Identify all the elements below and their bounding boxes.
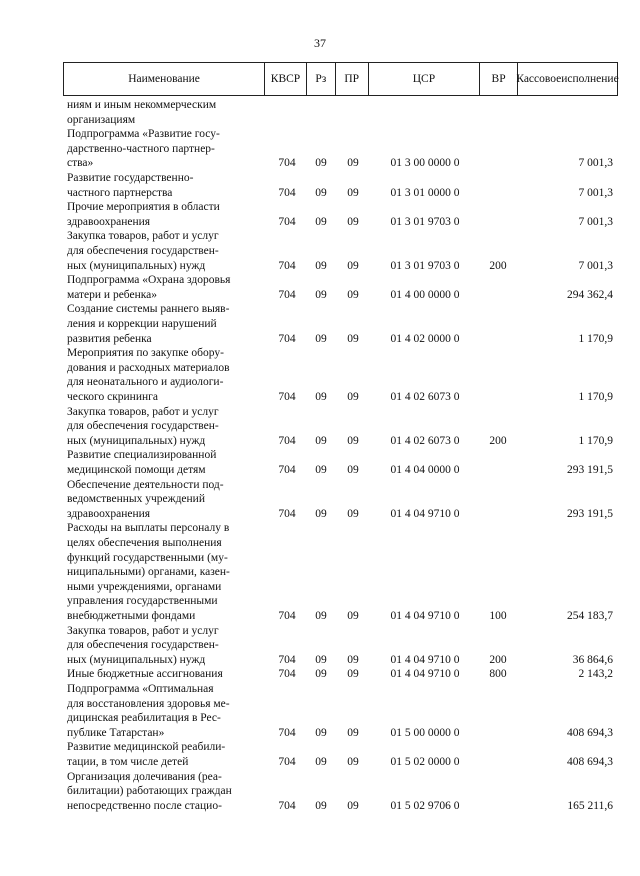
row-name-line: ства»: [67, 157, 94, 170]
cell-rz: 09: [315, 609, 327, 622]
header-kass-line1: Кассовое: [516, 73, 562, 85]
row-name-line: Развитие специализированной: [67, 449, 217, 462]
row-name-line: Создание системы раннего выяв-: [67, 303, 230, 316]
cell-kvsr: 704: [278, 259, 296, 272]
cell-rz: 09: [315, 434, 327, 447]
row-name-line: Мероприятия по закупке обору-: [67, 347, 224, 360]
cell-amount: 7 001,3: [578, 259, 613, 272]
row-name-line: Развитие государственно-: [67, 172, 194, 184]
row-name-line: Обеспечение деятельности под-: [67, 478, 224, 491]
cell-pr: 09: [347, 668, 359, 681]
cell-kvsr: 704: [278, 726, 296, 739]
cell-amount: 1 170,9: [578, 390, 613, 403]
cell-amount: 7 001,3: [578, 186, 613, 199]
cell-kvsr: 704: [278, 390, 296, 403]
row-name-line: Развитие медицинской реабили-: [67, 741, 226, 754]
cell-kvsr: 704: [278, 215, 296, 228]
cell-vr: 200: [489, 434, 507, 447]
cell-amount: 294 362,4: [567, 288, 613, 301]
cell-csr: 01 3 00 0000 0: [390, 157, 460, 170]
row-name-line: ления и коррекции нарушений: [67, 317, 217, 330]
cell-rz: 09: [315, 799, 327, 812]
cell-amount: 7 001,3: [578, 157, 613, 170]
cell-pr: 09: [347, 434, 359, 447]
cell-kvsr: 704: [278, 668, 296, 681]
row-name-line: ведомственных учреждений: [67, 493, 205, 506]
header-name: Наименование: [64, 63, 265, 95]
cell-pr: 09: [347, 390, 359, 403]
cell-pr: 09: [347, 157, 359, 170]
cell-kvsr: 704: [278, 653, 296, 666]
cell-rz: 09: [315, 332, 327, 345]
row-name-line: ниципальными) органами, казен-: [67, 566, 230, 579]
row-name-line: билитации) работающих граждан: [67, 785, 232, 798]
cell-csr: 01 5 02 9706 0: [390, 799, 460, 812]
cell-pr: 09: [347, 186, 359, 199]
cell-amount: 408 694,3: [567, 755, 613, 768]
cell-rz: 09: [315, 288, 327, 301]
header-kassovoe-ispolnenie: [518, 63, 617, 95]
cell-csr: 01 4 02 0000 0: [390, 332, 460, 345]
cell-amount: 254 183,7: [567, 609, 613, 622]
row-name-line: Иные бюджетные ассигнования: [67, 668, 223, 681]
cell-amount: 7 001,3: [578, 215, 613, 228]
row-name-line: организациям: [67, 113, 136, 126]
cell-csr: 01 3 01 9703 0: [390, 215, 460, 228]
cell-amount: 293 191,5: [567, 463, 613, 476]
cell-pr: 09: [347, 463, 359, 476]
cell-kvsr: 704: [278, 755, 296, 768]
cell-csr: 01 5 00 0000 0: [390, 726, 460, 739]
row-name-line: Прочие мероприятия в области: [67, 201, 220, 214]
cell-rz: 09: [315, 390, 327, 403]
row-name-line: матери и ребенка»: [67, 288, 158, 301]
row-name-line: целях обеспечения выполнения: [67, 536, 222, 549]
cell-csr: 01 4 02 6073 0: [390, 434, 460, 447]
row-name-line: Подпрограмма «Оптимальная: [67, 683, 214, 695]
cell-pr: 09: [347, 288, 359, 301]
cell-amount: 165 211,6: [567, 799, 613, 812]
cell-rz: 09: [315, 653, 327, 666]
cell-csr: 01 5 02 0000 0: [390, 755, 460, 768]
row-name-line: ческого скрининга: [67, 390, 158, 403]
header-rz: Рз: [307, 63, 336, 95]
row-name: [67, 521, 262, 623]
cell-rz: 09: [315, 507, 327, 520]
cell-vr: 800: [489, 668, 507, 681]
cell-rz: 09: [315, 215, 327, 228]
row-name-line: дарственно-частного партнер-: [67, 142, 215, 155]
header-csr: ЦСР: [369, 63, 481, 95]
row-name-line: здравоохранения: [67, 507, 151, 520]
table-header: [63, 62, 618, 96]
cell-pr: 09: [347, 799, 359, 812]
cell-pr: 09: [347, 332, 359, 345]
row-name-line: ных (муниципальных) нужд: [67, 653, 206, 666]
cell-rz: 09: [315, 668, 327, 681]
cell-kvsr: 704: [278, 463, 296, 476]
header-pr: ПР: [336, 63, 369, 95]
cell-csr: 01 4 04 9710 0: [390, 668, 460, 681]
row-name-line: для неонатального и аудиологи-: [67, 376, 224, 389]
row-name-line: ными учреждениями, органами: [67, 580, 222, 593]
cell-vr: 100: [489, 609, 507, 622]
row-name-line: частного партнерства: [67, 186, 173, 199]
row-name-line: Закупка товаров, работ и услуг: [67, 405, 219, 418]
row-name-line: ных (муниципальных) нужд: [67, 434, 206, 447]
cell-rz: 09: [315, 186, 327, 199]
cell-rz: 09: [315, 259, 327, 272]
header-kvsr: КВСР: [265, 63, 307, 95]
row-name-line: дования и расходных материалов: [67, 361, 230, 374]
cell-csr: 01 4 04 0000 0: [390, 463, 460, 476]
cell-kvsr: 704: [278, 288, 296, 301]
cell-csr: 01 3 01 9703 0: [390, 259, 460, 272]
cell-pr: 09: [347, 755, 359, 768]
row-name-line: развития ребенка: [67, 332, 152, 345]
cell-kvsr: 704: [278, 186, 296, 199]
row-name-line: тации, в том числе детей: [67, 755, 189, 768]
row-name-line: ных (муниципальных) нужд: [67, 259, 206, 272]
row-name-line: медицинской помощи детям: [67, 463, 206, 476]
row-name-line: внебюджетными фондами: [67, 609, 196, 622]
row-name-line: дицинская реабилитация в Рес-: [67, 712, 221, 725]
row-name-line: Подпрограмма «Развитие госу-: [67, 128, 220, 141]
cell-kvsr: 704: [278, 609, 296, 622]
row-name-line: для восстановления здоровья ме-: [67, 697, 230, 710]
row-name-line: ниям и иным некоммерческим: [67, 99, 217, 111]
cell-rz: 09: [315, 157, 327, 170]
row-name-line: здравоохранения: [67, 215, 151, 228]
row-name-line: для обеспечения государствен-: [67, 244, 219, 257]
row-name-line: для обеспечения государствен-: [67, 639, 219, 652]
cell-csr: 01 4 00 0000 0: [390, 288, 460, 301]
cell-vr: 200: [489, 653, 507, 666]
cell-csr: 01 3 01 0000 0: [390, 186, 460, 199]
cell-pr: 09: [347, 609, 359, 622]
row-name-line: Расходы на выплаты персоналу в: [67, 522, 230, 535]
row-name-line: управления государственными: [67, 595, 218, 608]
cell-kvsr: 704: [278, 799, 296, 812]
cell-kvsr: 704: [278, 332, 296, 345]
page-number: 37: [314, 36, 326, 50]
cell-kvsr: 704: [278, 434, 296, 447]
cell-csr: 01 4 04 9710 0: [390, 653, 460, 666]
cell-pr: 09: [347, 215, 359, 228]
header-vr: ВР: [480, 63, 518, 95]
cell-csr: 01 4 02 6073 0: [390, 390, 460, 403]
cell-pr: 09: [347, 507, 359, 520]
row-name-line: для обеспечения государствен-: [67, 420, 219, 433]
cell-rz: 09: [315, 755, 327, 768]
row-name-line: Закупка товаров, работ и услуг: [67, 230, 219, 243]
cell-vr: 200: [489, 259, 507, 272]
cell-csr: 01 4 04 9710 0: [390, 507, 460, 520]
cell-amount: 1 170,9: [578, 434, 613, 447]
cell-rz: 09: [315, 726, 327, 739]
row-name-line: Подпрограмма «Охрана здоровья: [67, 274, 231, 287]
row-name-line: функций государственными (му-: [67, 551, 228, 564]
row-name-line: Закупка товаров, работ и услуг: [67, 624, 219, 637]
row-name-line: Организация долечивания (реа-: [67, 770, 222, 783]
cell-amount: 36 864,6: [572, 653, 613, 666]
cell-amount: 1 170,9: [578, 332, 613, 345]
cell-pr: 09: [347, 653, 359, 666]
cell-kvsr: 704: [278, 157, 296, 170]
row-name-line: непосредственно после стацио-: [67, 799, 222, 812]
cell-kvsr: 704: [278, 507, 296, 520]
cell-amount: 2 143,2: [578, 668, 613, 681]
cell-csr: 01 4 04 9710 0: [390, 609, 460, 622]
cell-amount: 408 694,3: [567, 726, 613, 739]
row-name-line: публике Татарстан»: [67, 726, 165, 739]
cell-amount: 293 191,5: [567, 507, 613, 520]
header-kass-line2: исполнение: [561, 73, 619, 85]
cell-pr: 09: [347, 259, 359, 272]
cell-rz: 09: [315, 463, 327, 476]
cell-pr: 09: [347, 726, 359, 739]
